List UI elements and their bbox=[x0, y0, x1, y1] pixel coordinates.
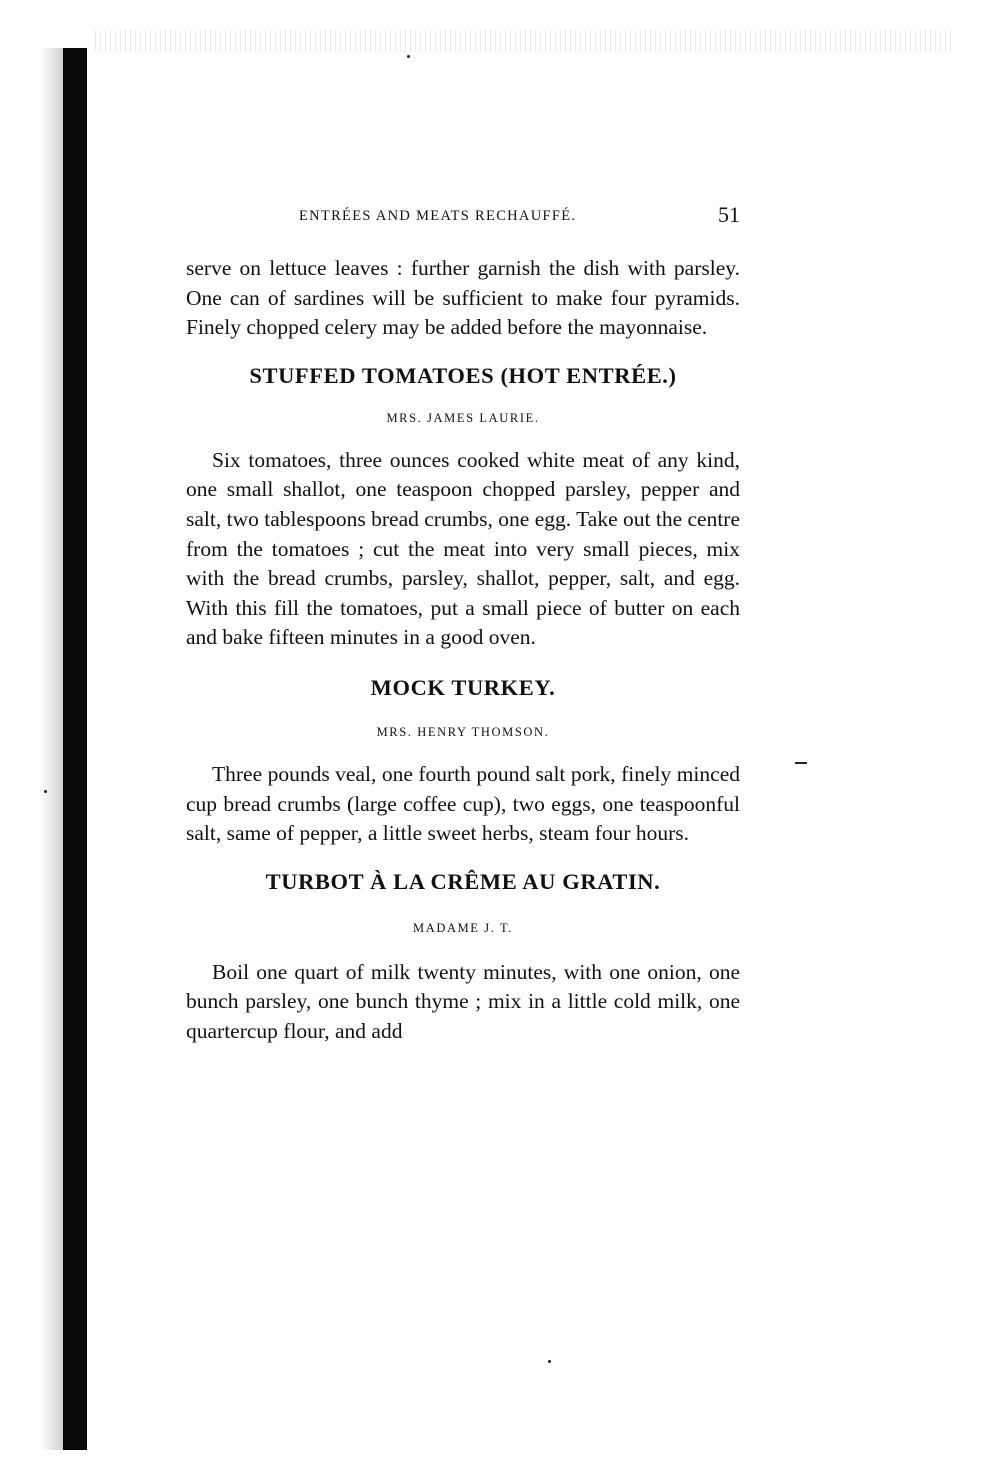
page-number: 51 bbox=[718, 202, 740, 227]
recipe-author: MRS. JAMES LAURIE. bbox=[386, 410, 540, 425]
running-title: ENTRÉES AND MEATS RECHAUFFÉ. bbox=[299, 208, 577, 224]
speck bbox=[548, 1360, 551, 1363]
speck bbox=[407, 55, 410, 58]
binding-shadow bbox=[40, 48, 63, 1450]
recipe-body: Three pounds veal, one fourth pound salt pork, finely minced cup bread crumbs (large coffee cup), two eggs, one teaspoonful salt, same of pepper, a little sweet herbs, steam four hours. bbox=[186, 761, 740, 846]
recipe-author: MRS. HENRY THOMSON. bbox=[376, 724, 550, 739]
speck bbox=[795, 762, 807, 764]
recipe-title: STUFFED TOMATOES (HOT ENTRÉE.) bbox=[249, 362, 677, 388]
continuation-paragraph: serve on lettuce leaves : further garnish the dish with parsley. One can of sardines will be sufficient to make four pyramids. Finely chopped celery may be added before the mayonnaise. bbox=[186, 256, 740, 340]
speck bbox=[44, 790, 47, 793]
recipe-body: Boil one quart of milk twenty minutes, with one onion, one bunch parsley, one bunch thyme ; mix in a little cold milk, one quartercup flour, and add bbox=[186, 959, 740, 1043]
page-edge-noise bbox=[95, 30, 955, 52]
recipe-body: Six tomatoes, three ounces cooked white meat of any kind, one small shallot, one teaspoon chopped parsley, pepper and salt, two tablespoons bread crumbs, one egg. Take out the centre from the tomatoes ; cut the meat into very small pieces, mix with the bread crumbs, parsley, shallot, pepper, salt, and egg. With this fill the tomatoes, put a small piece of butter on each and bake fifteen minutes in a good oven. bbox=[186, 447, 740, 650]
recipe-title: MOCK TURKEY. bbox=[370, 674, 556, 700]
running-header bbox=[186, 198, 740, 240]
binding-gutter bbox=[63, 48, 87, 1450]
book-page bbox=[186, 198, 740, 1047]
recipe-author: MADAME J. T. bbox=[413, 920, 513, 935]
recipe-title: TURBOT À LA CRÊME AU GRATIN. bbox=[265, 868, 661, 894]
